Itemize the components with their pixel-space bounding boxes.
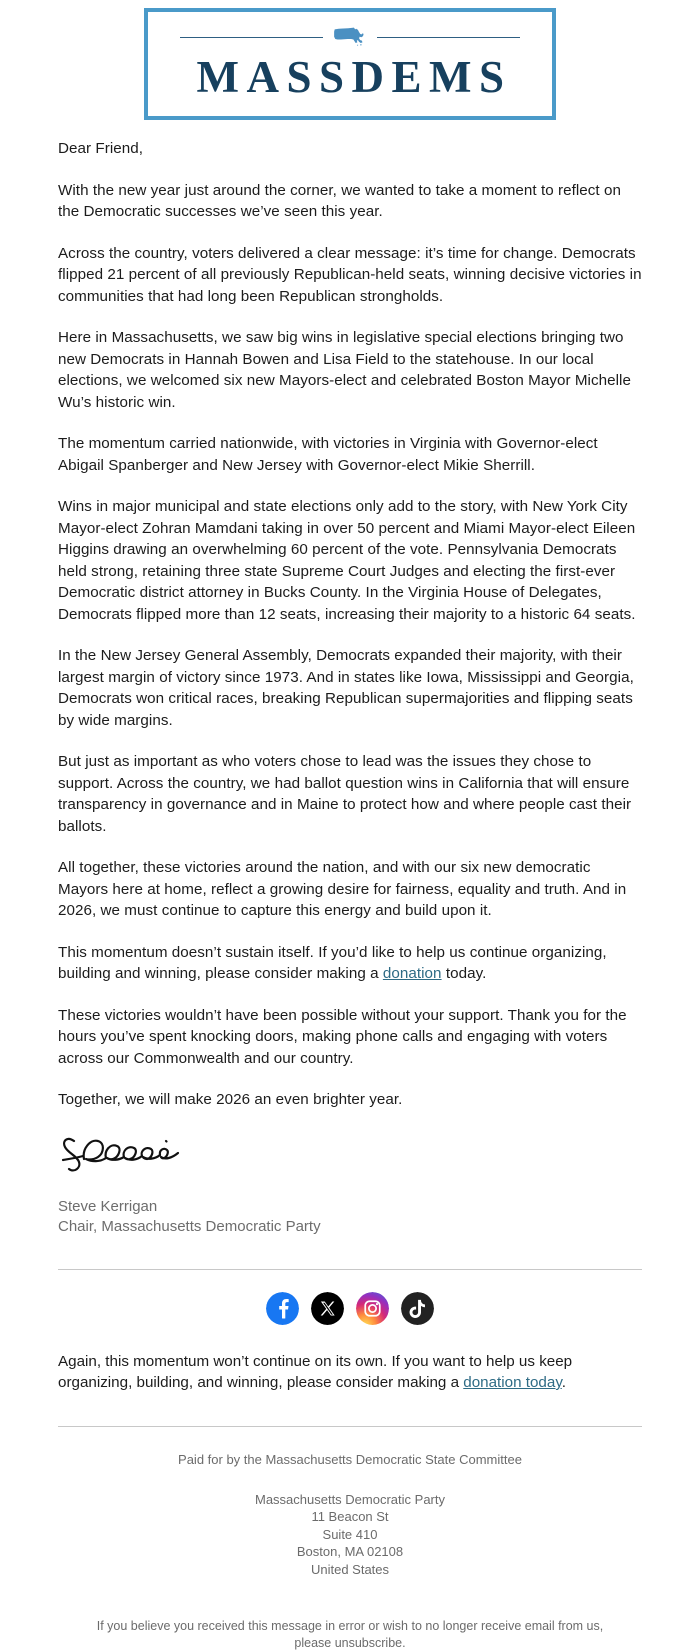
instagram-icon[interactable] — [356, 1292, 389, 1325]
logo-ornament-row — [180, 24, 520, 50]
logo-wordmark: MASSDEMS — [196, 52, 512, 103]
address-line-3: Suite 410 — [322, 1526, 378, 1542]
tiktok-icon[interactable] — [401, 1292, 434, 1325]
donation-paragraph-before: This momentum doesn’t sustain itself. If you’d like to help us continue organizing, building and winning, please consider making a — [58, 943, 607, 982]
donation-link[interactable]: donation — [382, 965, 442, 982]
unsubscribe-before: If you believe you received this message in error or wish to no longer receive email from us, please — [96, 1619, 604, 1650]
paid-for-disclaimer: Paid for by the Massachusetts Democratic State Committee — [178, 1451, 522, 1467]
paragraph-7: But just as important as who voters chose to lead was the issues they chose to support. Across the country, we had ballot question wins in California that will ensure transparency in governance and in Maine to protect how and where people cast their ballots. — [58, 753, 632, 835]
letter-body — [0, 120, 700, 1111]
address-line-4: Boston, MA 02108 — [296, 1544, 404, 1559]
massdems-logo — [144, 8, 556, 120]
address-line-5: United States — [310, 1561, 390, 1577]
closing-paragraph: Together, we will make 2026 an even brighter year. — [58, 1091, 403, 1108]
unsubscribe-link[interactable]: unsubscribe — [334, 1636, 403, 1650]
unsubscribe-after: . — [402, 1636, 406, 1650]
address-line-1: Massachusetts Democratic Party — [254, 1491, 445, 1507]
unsubscribe-block — [0, 1578, 700, 1652]
social-links — [0, 1270, 700, 1345]
address-line-2: 11 Beacon St — [311, 1509, 389, 1524]
donation-paragraph — [58, 942, 642, 985]
massachusetts-outline-icon — [333, 26, 367, 48]
paragraph-2: Across the country, voters delivered a clear message: it’s time for change. Democrats flipped 21 percent of all previously Republican-held seats, winning decisive victories in communities that had long been Republican strongholds. — [58, 244, 642, 305]
paragraph-4: The momentum carried nationwide, with victories in Virginia with Governor-elect Abigail Spanberger and New Jersey with Governor-elect Mikie Sherrill. — [58, 435, 598, 474]
signer-name: Steve Kerrigan — [58, 1197, 158, 1215]
again-paragraph-before: Again, this momentum won’t continue on its own. If you want to help us keep organizing, building, and winning, please consider making a — [58, 1352, 573, 1391]
donation-today-link[interactable]: donation today — [463, 1374, 562, 1391]
paragraph-5: Wins in major municipal and state elections only add to the story, with New York City Mayor-elect Zohran Mamdani taking in over 50 percent and Miami Mayor-elect Eileen Higgins drawing an overwhelming 60 percent of the vote. Pennsylvania Democrats held strong, retaining three state Supreme Court Judges and electing the first-ever Democratic district attorney in Bucks County. In the Virginia House of Delegates, Democrats flipped more than 12 seats, increasing their majority to a historic 64 seats. — [58, 498, 636, 623]
donation-paragraph-after: today. — [441, 965, 487, 982]
paragraph-8: All together, these victories around the nation, and with our six new democratic Mayors here at home, reflect a growing desire for fairness, equality and truth. And in 2026, we must continue to capture this energy and build upon it. — [58, 859, 627, 919]
handwritten-signature-icon — [60, 1129, 190, 1183]
unsubscribe-text — [95, 1618, 605, 1652]
footer-cta — [0, 1345, 700, 1394]
paragraph-1: With the new year just around the corner, we wanted to take a moment to reflect on the Democratic successes we’ve seen this year. — [58, 181, 621, 220]
logo-rule-right — [377, 37, 520, 39]
footer-meta — [0, 1427, 700, 1579]
paragraph-3: Here in Massachusetts, we saw big wins in legislative special elections bringing two new Democrats in Hannah Bowen and Lisa Field to the statehouse. In our local elections, we welcomed six new Mayors-elect and celebrated Boston Mayor Michelle Wu’s historic win. — [58, 329, 631, 411]
logo-rule-left — [180, 37, 323, 39]
email-header — [0, 0, 700, 120]
signature-block — [0, 1111, 700, 1237]
thanks-paragraph: These victories wouldn’t have been possible without your support. Thank you for the hours you’ve spent knocking doors, making phone calls and engaging with voters across our Commonwealth and our country. — [58, 1006, 627, 1067]
paragraph-6: In the New Jersey General Assembly, Democrats expanded their majority, with their largest margin of victory since 1973. And in states like Iowa, Mississippi and Georgia, Democrats won critical races, breaking Republican supermajorities and flipping seats by wide margins. — [58, 647, 634, 729]
x-twitter-icon[interactable] — [311, 1292, 344, 1325]
salutation: Dear Friend, — [58, 140, 144, 157]
again-paragraph — [58, 1351, 642, 1394]
signer-title: Chair, Massachusetts Democratic Party — [58, 1217, 321, 1235]
again-paragraph-after: . — [561, 1374, 567, 1391]
facebook-icon[interactable] — [266, 1292, 299, 1325]
